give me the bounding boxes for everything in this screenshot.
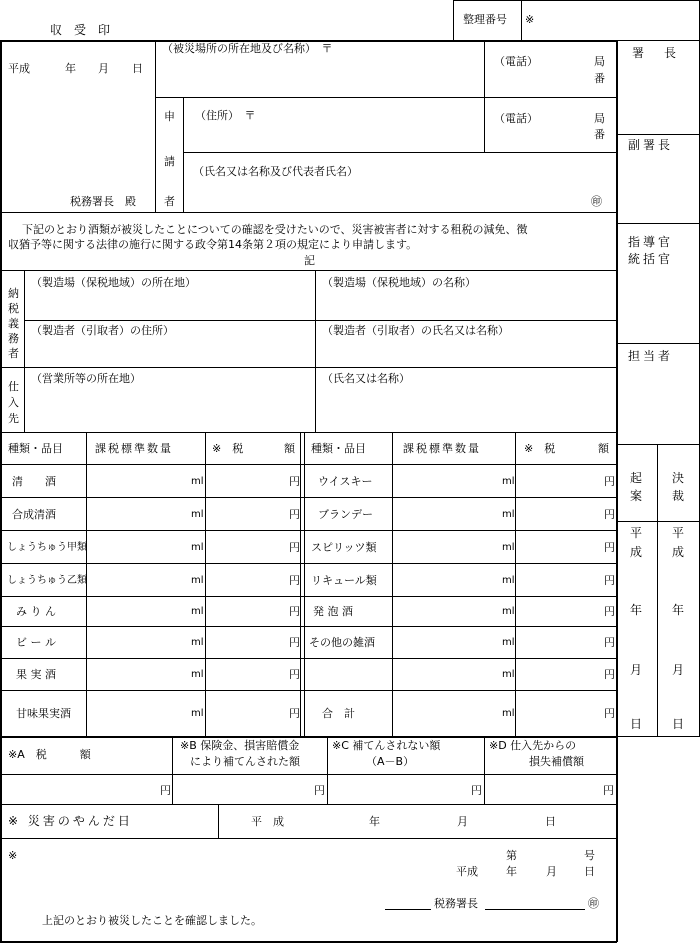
confirmation-go: 号 xyxy=(584,849,595,862)
supplier-office-field[interactable] xyxy=(30,388,310,428)
ref-number-field[interactable] xyxy=(540,4,695,36)
taxpayer-vertical-5: 者 xyxy=(8,347,19,360)
applicant-vertical-2: 請 xyxy=(164,155,175,168)
approval-director: 署 長 xyxy=(632,46,681,60)
col-qty-right: 課税標準数量 xyxy=(403,442,481,455)
application-date-day: 日 xyxy=(132,62,143,75)
supplier-vertical-2: 入 xyxy=(8,396,19,409)
unit-ml: ml xyxy=(502,669,515,680)
col-tax-unit-right: 額 xyxy=(598,442,609,455)
approval-vice-director: 副署長 xyxy=(628,138,674,152)
declaration-ki: 記 xyxy=(304,254,315,267)
applicant-phone-ban: 番 xyxy=(594,128,605,141)
factory-location-label: （製造場（保税地域）の所在地） xyxy=(31,276,196,289)
approval-decision-2: 裁 xyxy=(672,489,685,503)
summary-d-yen: 円 xyxy=(603,784,614,797)
right-item: 発 泡 酒 xyxy=(313,605,353,618)
unit-yen: 円 xyxy=(289,605,300,618)
summary-a-label: ※A 税 額 xyxy=(8,748,91,761)
applicant-address-field[interactable] xyxy=(190,124,480,150)
approval-draft-1: 起 xyxy=(630,471,643,485)
application-date-era: 平成 xyxy=(8,62,30,75)
taxpayer-vertical-1: 納 xyxy=(8,287,19,300)
approval-supervisor-stamp[interactable] xyxy=(619,272,697,340)
summary-c-line1: ※C 補てんされない額 xyxy=(332,739,441,752)
draft-date-day: 日 xyxy=(630,717,643,731)
left-item: み り ん xyxy=(16,605,56,618)
summary-d-line1: ※D 仕入先からの xyxy=(489,739,577,752)
disaster-place-label: （被災場所の所在地及び名称） 〒 xyxy=(162,42,333,55)
ref-number-label: 整理番号 xyxy=(463,13,507,26)
unit-yen: 円 xyxy=(604,508,615,521)
disaster-end-date-field[interactable] xyxy=(222,807,612,835)
unit-yen: 円 xyxy=(289,541,300,554)
summary-b-line2: により補てんされた額 xyxy=(190,755,300,768)
confirmation-date-year: 年 xyxy=(506,865,517,878)
right-item: その他の雑酒 xyxy=(309,636,375,649)
confirmation-date-era: 平成 xyxy=(456,865,478,878)
approval-supervisor-2: 統括官 xyxy=(628,252,674,266)
confirmation-dai: 第 xyxy=(506,849,517,862)
ref-number-mark: ※ xyxy=(525,13,535,26)
right-tax-inputs[interactable] xyxy=(517,466,602,734)
applicant-phone-label: （電話） xyxy=(494,112,538,125)
applicant-vertical-1: 申 xyxy=(164,110,175,123)
declaration-line-2: 収猶予等に関する法律の施行に関する政令第14条第２項の規定により申請します。 xyxy=(8,238,418,251)
unit-yen: 円 xyxy=(289,707,300,720)
tax-office-field[interactable] xyxy=(5,180,67,208)
applicant-name-field[interactable] xyxy=(190,180,590,210)
applicant-name-label: （氏名又は名称及び代表者氏名） xyxy=(193,165,358,178)
unit-ml: ml xyxy=(191,606,204,617)
taxpayer-vertical-2: 税 xyxy=(8,302,19,315)
right-item: リキュール類 xyxy=(311,574,377,587)
receipt-stamp-label: 収 受 印 xyxy=(50,23,111,37)
summary-b-line1: ※B 保険金、損害賠償金 xyxy=(180,739,300,752)
decision-date-month: 月 xyxy=(672,663,685,677)
left-item: 合成清酒 xyxy=(12,508,56,521)
approval-staff-stamp[interactable] xyxy=(619,366,697,442)
maker-address-label: （製造者（引取者）の住所） xyxy=(31,324,174,337)
taxpayer-vertical-3: 義 xyxy=(8,317,19,330)
confirmation-mark: ※ xyxy=(8,849,18,862)
disaster-phone-kyoku: 局 xyxy=(594,55,605,68)
summary-c-yen: 円 xyxy=(471,784,482,797)
maker-address-field[interactable] xyxy=(30,340,310,365)
disaster-phone-field[interactable] xyxy=(500,72,588,94)
unit-ml: ml xyxy=(502,542,515,553)
draft-date-year: 年 xyxy=(630,603,643,617)
unit-yen: 円 xyxy=(289,668,300,681)
declaration-line-1: 下記のとおり酒類が被災したことについての確認を受けたいので、災害被害者に対する租税の減免、徴 xyxy=(22,223,528,236)
disaster-end-month: 月 xyxy=(457,815,468,828)
supplier-vertical-3: 先 xyxy=(8,412,19,425)
col-kind-left: 種類・品目 xyxy=(8,442,63,455)
applicant-phone-kyoku: 局 xyxy=(594,112,605,125)
summary-d-field[interactable] xyxy=(488,777,600,801)
decision-date-day: 日 xyxy=(672,717,685,731)
disaster-end-era: 平 成 xyxy=(251,815,284,828)
disaster-place-field[interactable] xyxy=(160,58,480,94)
decision-date-sei: 成 xyxy=(672,545,685,559)
summary-a-yen: 円 xyxy=(160,784,171,797)
left-item: ビ ー ル xyxy=(16,636,56,649)
approval-supervisor-1: 指導官 xyxy=(628,235,674,249)
summary-c-field[interactable] xyxy=(331,777,467,801)
unit-ml: ml xyxy=(191,476,204,487)
summary-c-line2: （A－B） xyxy=(366,755,415,768)
unit-yen: 円 xyxy=(289,475,300,488)
applicant-seal-mark: ㊞ xyxy=(591,195,602,208)
unit-yen: 円 xyxy=(289,636,300,649)
decision-date-year: 年 xyxy=(672,603,685,617)
right-quantity-inputs[interactable] xyxy=(394,466,499,734)
application-date-month: 月 xyxy=(98,62,109,75)
unit-ml: ml xyxy=(502,637,515,648)
right-item: ウイスキー xyxy=(318,475,373,488)
applicant-phone-field[interactable] xyxy=(500,128,588,150)
unit-ml: ml xyxy=(191,669,204,680)
confirmation-seal-mark: ㊞ xyxy=(588,897,599,910)
unit-yen: 円 xyxy=(604,605,615,618)
left-tax-inputs[interactable] xyxy=(207,466,287,734)
confirmation-date-day: 日 xyxy=(584,865,595,878)
confirmation-text: 上記のとおり被災したことを確認しました。 xyxy=(42,914,262,927)
approval-decision-1: 決 xyxy=(672,471,685,485)
applicant-address-label: （住所） 〒 xyxy=(195,109,256,122)
disaster-end-day: 日 xyxy=(545,815,556,828)
unit-ml: ml xyxy=(191,708,204,719)
approval-vice-director-stamp[interactable] xyxy=(619,156,697,221)
summary-a-field[interactable] xyxy=(4,777,154,801)
summary-b-yen: 円 xyxy=(314,784,325,797)
application-date-year: 年 xyxy=(65,62,76,75)
disaster-end-label: ※ 災害のやんだ日 xyxy=(8,814,133,828)
summary-b-field[interactable] xyxy=(176,777,310,801)
unit-yen: 円 xyxy=(604,574,615,587)
factory-location-field[interactable] xyxy=(30,292,310,318)
supplier-vertical-1: 仕 xyxy=(8,380,19,393)
col-kind-right: 種類・品目 xyxy=(311,442,366,455)
right-item: ブランデー xyxy=(318,508,373,521)
right-item: スピリッツ類 xyxy=(311,541,377,554)
supplier-name-field[interactable] xyxy=(320,388,612,428)
unit-ml: ml xyxy=(502,575,515,586)
unit-ml: ml xyxy=(191,509,204,520)
unit-yen: 円 xyxy=(604,475,615,488)
approval-director-stamp[interactable] xyxy=(619,62,697,132)
supplier-name-label: （氏名又は名称） xyxy=(322,372,410,385)
unit-ml: ml xyxy=(502,708,515,719)
unit-ml: ml xyxy=(502,476,515,487)
summary-d-line2: 損失補償額 xyxy=(529,755,584,768)
draft-date-sei: 成 xyxy=(630,545,643,559)
application-date-field[interactable] xyxy=(30,56,150,80)
col-tax-mark-right: ※ 税 xyxy=(524,442,556,455)
right-item-total: 合 計 xyxy=(322,707,355,720)
draft-date-hei: 平 xyxy=(630,526,643,540)
applicant-vertical-3: 者 xyxy=(164,195,175,208)
disaster-end-year: 年 xyxy=(369,815,380,828)
confirmation-office: 税務署長 xyxy=(434,897,478,910)
left-item: 清 酒 xyxy=(12,475,56,488)
decision-date-hei: 平 xyxy=(672,526,685,540)
approval-draft-2: 案 xyxy=(630,489,643,503)
disaster-phone-ban: 番 xyxy=(594,72,605,85)
unit-yen: 円 xyxy=(604,707,615,720)
factory-name-field[interactable] xyxy=(320,292,612,318)
unit-yen: 円 xyxy=(604,668,615,681)
col-tax-mark-left: ※ 税 xyxy=(212,442,244,455)
supplier-office-label: （営業所等の所在地） xyxy=(31,372,141,385)
unit-ml: ml xyxy=(191,575,204,586)
unit-yen: 円 xyxy=(604,541,615,554)
confirmation-date-month: 月 xyxy=(546,865,557,878)
disaster-phone-label: （電話） xyxy=(494,55,538,68)
maker-name-label: （製造者（引取者）の氏名又は名称） xyxy=(322,324,509,337)
unit-yen: 円 xyxy=(289,574,300,587)
col-tax-unit-left: 額 xyxy=(284,442,295,455)
unit-yen: 円 xyxy=(604,636,615,649)
left-item: しょうちゅう乙類 xyxy=(7,575,87,586)
unit-ml: ml xyxy=(191,542,204,553)
approval-staff: 担当者 xyxy=(628,349,674,363)
unit-ml: ml xyxy=(502,509,515,520)
draft-date-month: 月 xyxy=(630,663,643,677)
left-item: 甘味果実酒 xyxy=(16,707,71,720)
tax-office-addressee: 税務署長 殿 xyxy=(70,195,136,208)
left-quantity-inputs[interactable] xyxy=(88,466,188,734)
left-item: しょうちゅう甲類 xyxy=(7,542,87,553)
taxpayer-vertical-4: 務 xyxy=(8,332,19,345)
unit-ml: ml xyxy=(191,637,204,648)
factory-name-label: （製造場（保税地域）の名称） xyxy=(322,276,476,289)
unit-yen: 円 xyxy=(289,508,300,521)
unit-ml: ml xyxy=(502,606,515,617)
maker-name-field[interactable] xyxy=(320,340,612,365)
col-qty-left: 課税標準数量 xyxy=(95,442,173,455)
left-item: 果 実 酒 xyxy=(16,668,56,681)
